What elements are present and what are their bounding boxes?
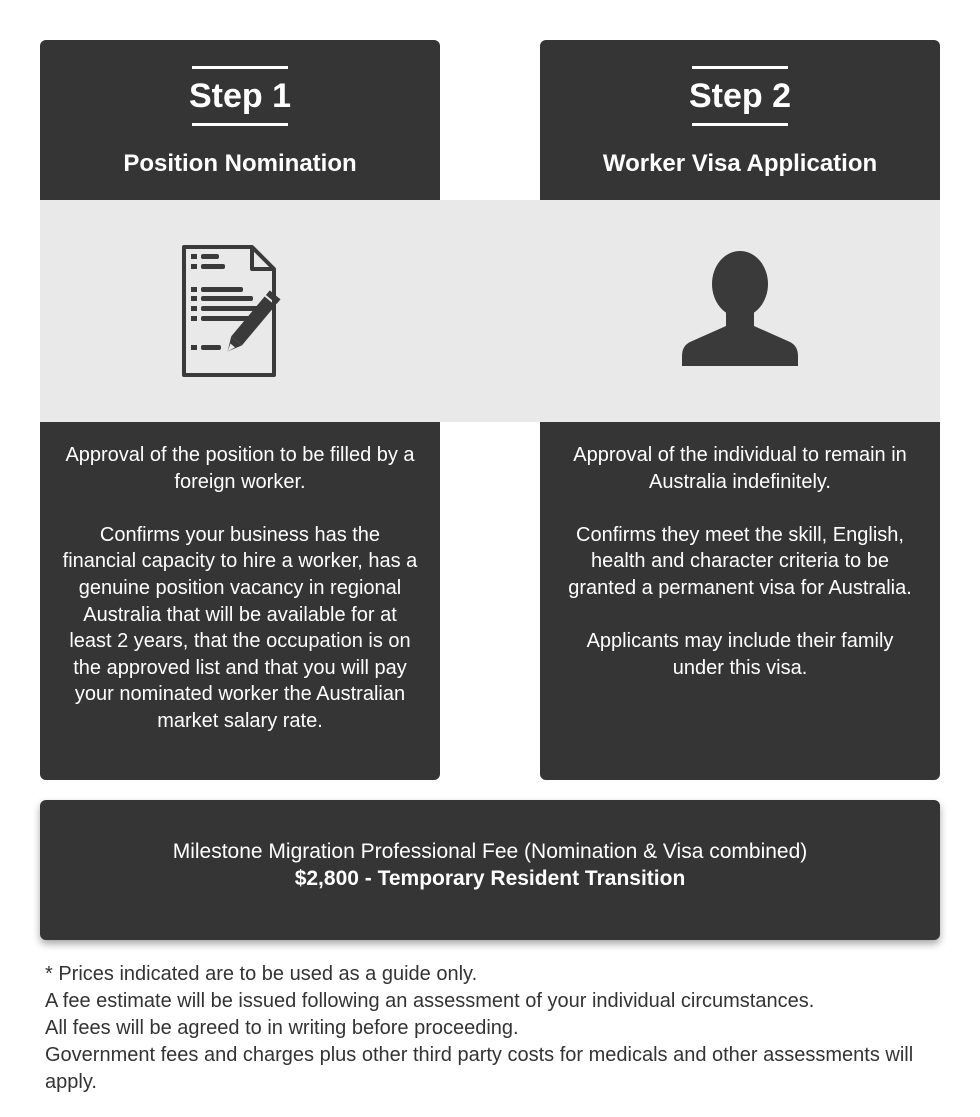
step-2-title: Step 2: [688, 77, 792, 115]
step-2-paragraph: Approval of the individual to remain in Australia indefinitely.: [573, 444, 907, 493]
step-2-paragraph: Confirms they meet the skill, English, health and character criteria to be granted a permanent visa for Australia.: [568, 523, 912, 599]
step-title-rule-bottom: [692, 123, 788, 126]
person-silhouette-icon: [540, 200, 940, 422]
step-1-subtitle: Position Nomination: [123, 150, 357, 177]
disclaimer-notes: [45, 961, 925, 1096]
step-2-header: [540, 40, 940, 200]
note-line: All fees will be agreed to in writing before proceeding.: [45, 1017, 519, 1039]
note-line: Government fees and charges plus other third party costs for medicals and other assessments will apply.: [45, 1044, 914, 1093]
fee-box: [40, 800, 940, 940]
document-checklist-pencil-icon: [40, 200, 440, 422]
step-2-paragraph: Applicants may include their family under this visa.: [586, 630, 894, 679]
fee-price: $2,800 - Temporary Resident Transition: [294, 867, 686, 890]
step-2-description: [540, 422, 940, 780]
step-1-header: [40, 40, 440, 200]
note-line: A fee estimate will be issued following an assessment of your individual circumstances.: [45, 990, 815, 1012]
step-1-paragraph: Approval of the position to be filled by a foreign worker.: [65, 444, 415, 493]
fee-description: Milestone Migration Professional Fee (Nomination & Visa combined): [172, 840, 808, 863]
step-2-subtitle: Worker Visa Application: [602, 150, 878, 177]
step-1-title: Step 1: [188, 77, 292, 115]
note-line: * Prices indicated are to be used as a guide only.: [45, 963, 478, 985]
step-title-rule-bottom: [192, 123, 288, 126]
step-1-description: [40, 422, 440, 780]
step-1-paragraph: Confirms your business has the financial capacity to hire a worker, has a genuine position vacancy in regional Australia that will be available for at least 2 years, that the occupation is on the approved list and that you will pay your nominated worker the Australian market salary rate.: [62, 523, 418, 732]
